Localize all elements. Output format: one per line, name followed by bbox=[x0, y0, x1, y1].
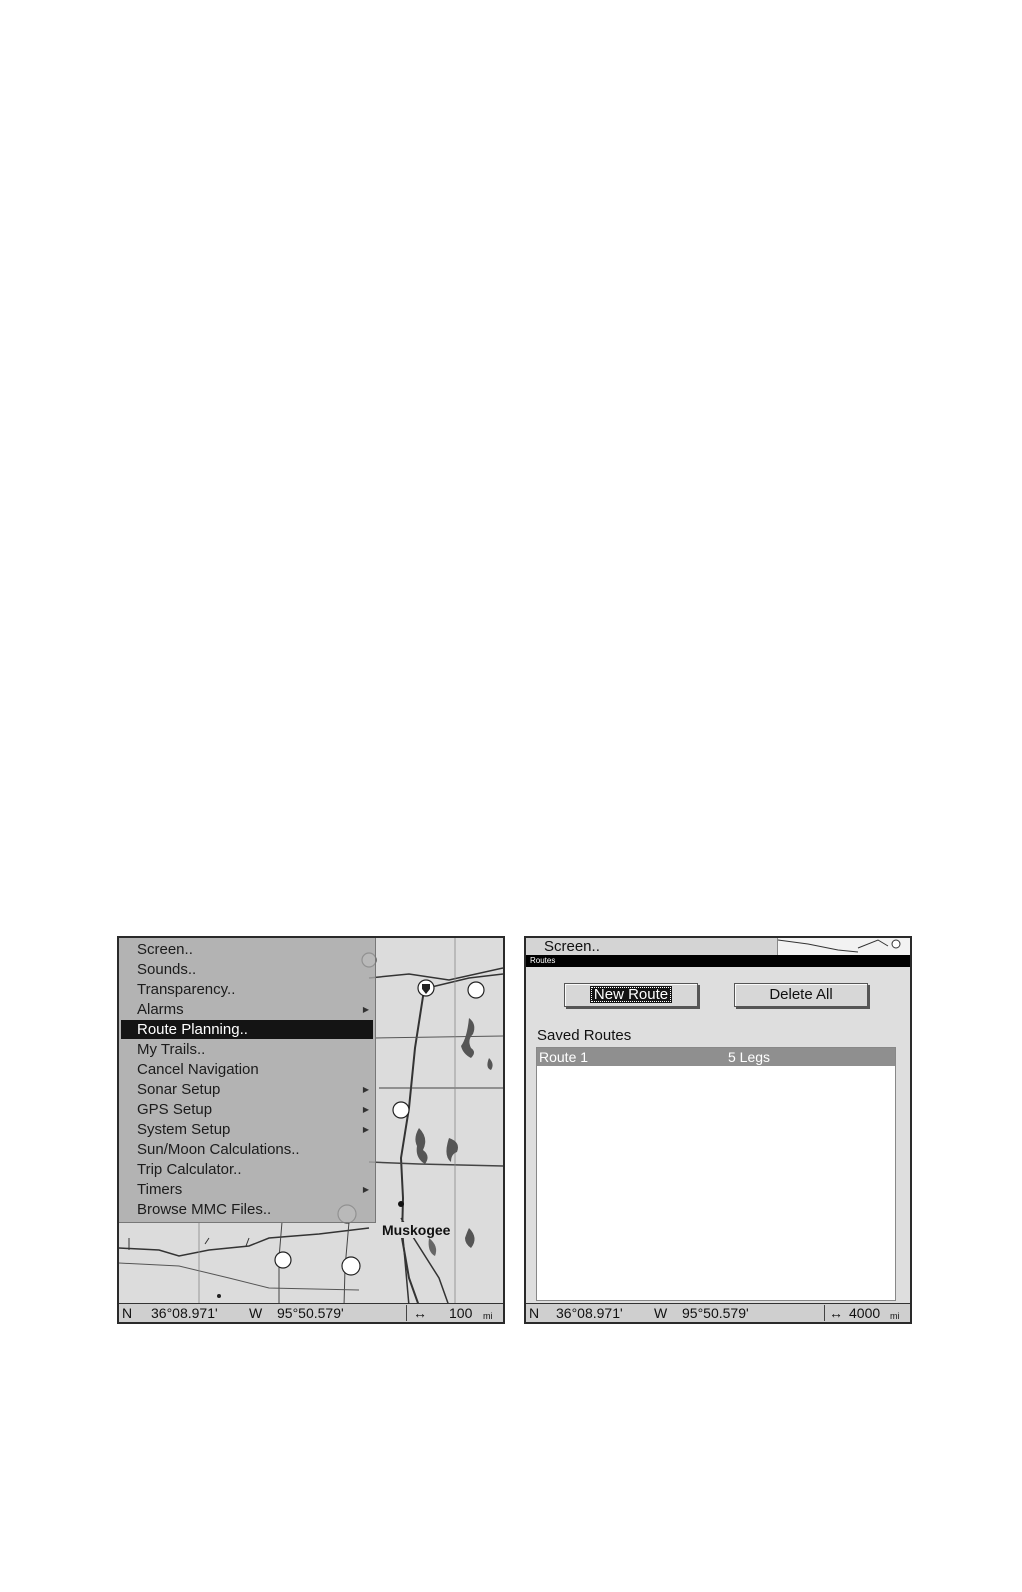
zoom-unit: mi bbox=[890, 1311, 900, 1321]
status-divider bbox=[824, 1305, 825, 1321]
zoom-range-icon: ↔ bbox=[829, 1305, 843, 1321]
menu-item-sounds[interactable] bbox=[119, 960, 375, 979]
menu-item-trip-calculator[interactable] bbox=[119, 1160, 375, 1179]
longitude-value: 95°50.579' bbox=[682, 1305, 749, 1321]
menu-item-label: My Trails.. bbox=[137, 1041, 206, 1058]
main-menu bbox=[119, 938, 376, 1223]
longitude-hemisphere: W bbox=[654, 1305, 668, 1321]
submenu-arrow-icon: ▶ bbox=[362, 1125, 369, 1134]
route-legs: 5 Legs bbox=[728, 1049, 771, 1065]
map-preview-sliver bbox=[777, 938, 911, 955]
menu-item-label: Browse MMC Files.. bbox=[137, 1201, 272, 1218]
routes-dialog bbox=[526, 967, 910, 1304]
menu-item-label: GPS Setup bbox=[137, 1101, 213, 1118]
status-bar bbox=[119, 1303, 503, 1322]
menu-item-label: Screen.. bbox=[137, 941, 193, 958]
zoom-value: 100 bbox=[449, 1305, 473, 1321]
map-screen-with-menu bbox=[117, 936, 505, 1324]
submenu-arrow-icon: ▶ bbox=[362, 1105, 369, 1114]
menu-item-label: System Setup bbox=[137, 1121, 231, 1138]
menu-item-screen[interactable] bbox=[119, 940, 375, 959]
routes-screen bbox=[524, 936, 912, 1324]
longitude-hemisphere: W bbox=[249, 1305, 263, 1321]
zoom-unit: mi bbox=[483, 1311, 493, 1321]
menu-item-label: Sounds.. bbox=[137, 961, 197, 978]
route-row[interactable] bbox=[537, 1048, 895, 1066]
menu-item-label: Alarms bbox=[137, 1001, 184, 1018]
menu-item-transparency[interactable] bbox=[119, 980, 375, 999]
latitude-value: 36°08.971' bbox=[151, 1305, 218, 1321]
menu-item-label: Transparency.. bbox=[137, 981, 236, 998]
zoom-range-icon: ↔ bbox=[413, 1305, 427, 1321]
route-name: Route 1 bbox=[539, 1049, 589, 1065]
menu-item-route-planning[interactable] bbox=[121, 1020, 373, 1039]
menu-item-label: Timers bbox=[137, 1181, 183, 1198]
delete-all-button[interactable]: Delete All bbox=[734, 983, 868, 1007]
submenu-arrow-icon: ▶ bbox=[362, 1005, 369, 1014]
latitude-value: 36°08.971' bbox=[556, 1305, 623, 1321]
submenu-arrow-icon: ▶ bbox=[362, 1185, 369, 1194]
menu-item-sun-moon-calculations[interactable] bbox=[119, 1140, 375, 1159]
submenu-arrow-icon: ▶ bbox=[362, 1085, 369, 1094]
menu-item-cancel-navigation[interactable] bbox=[119, 1060, 375, 1079]
latitude-hemisphere: N bbox=[529, 1305, 540, 1321]
status-divider bbox=[406, 1305, 407, 1321]
saved-routes-heading: Saved Routes bbox=[537, 1027, 632, 1044]
menu-item-system-setup[interactable] bbox=[119, 1120, 375, 1139]
zoom-value: 4000 bbox=[849, 1305, 881, 1321]
menu-item-label: Cancel Navigation bbox=[137, 1061, 259, 1078]
menu-item-sonar-setup[interactable] bbox=[119, 1080, 375, 1099]
menu-item-alarms[interactable] bbox=[119, 1000, 375, 1019]
saved-routes-list[interactable] bbox=[536, 1047, 896, 1301]
latitude-hemisphere: N bbox=[122, 1305, 133, 1321]
menu-item-label: Sun/Moon Calculations.. bbox=[137, 1141, 300, 1158]
menu-item-label: Sonar Setup bbox=[137, 1081, 221, 1098]
top-menu-bar bbox=[526, 938, 910, 955]
menu-item-label: Trip Calculator.. bbox=[137, 1161, 242, 1178]
menu-item-label: Route Planning.. bbox=[137, 1021, 248, 1038]
menu-item-browse-mmc-files[interactable] bbox=[119, 1200, 375, 1219]
new-route-button[interactable] bbox=[564, 983, 698, 1007]
menu-item-gps-setup[interactable] bbox=[119, 1100, 375, 1119]
routes-title-bar: Routes bbox=[526, 955, 910, 967]
longitude-value: 95°50.579' bbox=[277, 1305, 344, 1321]
menu-item-timers[interactable] bbox=[119, 1180, 375, 1199]
new-route-label: New Route bbox=[590, 986, 672, 1003]
status-bar bbox=[526, 1303, 910, 1322]
menu-item-my-trails[interactable] bbox=[119, 1040, 375, 1059]
city-label: Muskogee bbox=[382, 1222, 451, 1238]
screen-menu-item[interactable]: Screen.. bbox=[544, 938, 600, 955]
